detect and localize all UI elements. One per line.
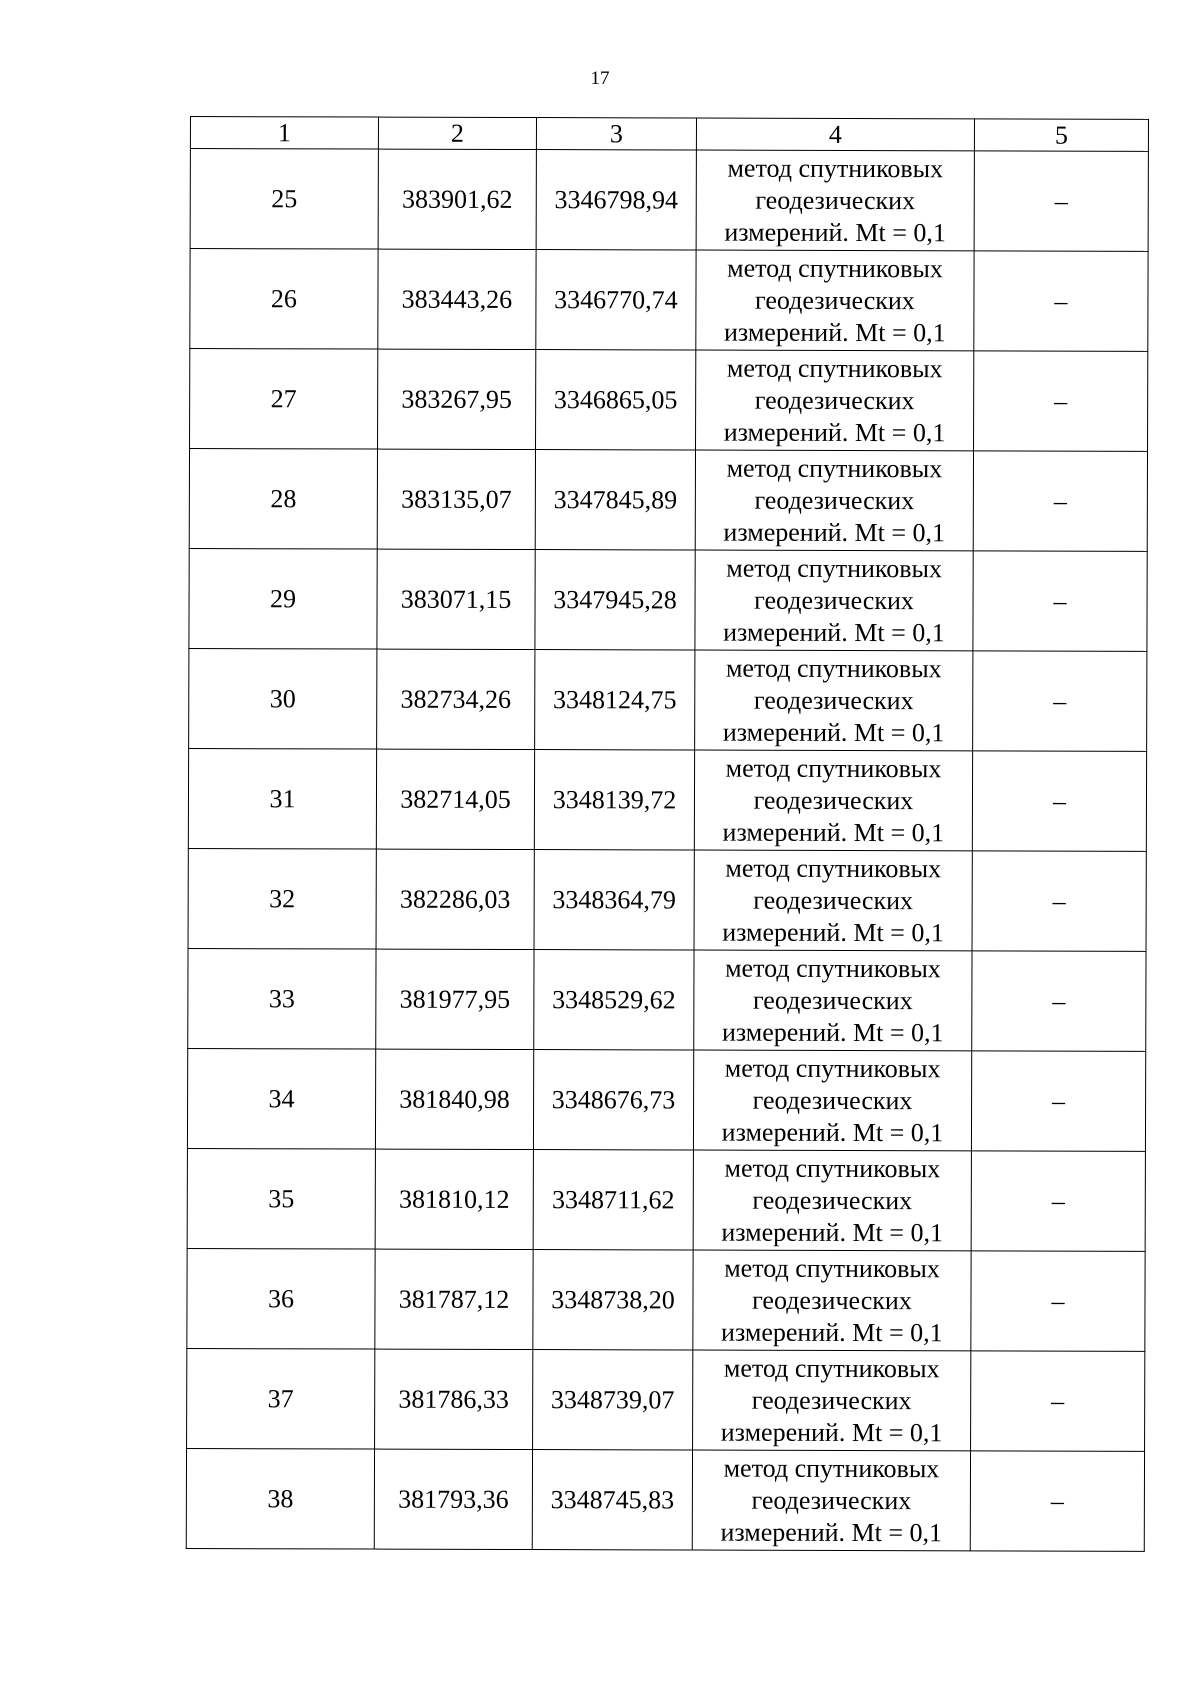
method-line: метод спутниковых	[727, 153, 944, 183]
table-row	[188, 748, 1146, 851]
method-line: метод спутниковых	[725, 953, 941, 983]
table-row	[190, 149, 1148, 252]
note-cell: –	[971, 1151, 1145, 1252]
method-line: измерений. Mt = 0,1	[722, 817, 945, 847]
method-line: геодезических	[753, 685, 914, 715]
point-number-cell: 28	[189, 449, 377, 550]
method-cell	[693, 1050, 971, 1151]
method-line: метод спутниковых	[724, 1253, 940, 1283]
note-cell: –	[971, 1051, 1145, 1152]
note-cell: –	[974, 251, 1148, 352]
note-cell: –	[974, 151, 1148, 252]
note-cell: –	[970, 1451, 1144, 1552]
table-body	[186, 149, 1148, 1552]
y-coordinate-cell: 3348711,62	[533, 1150, 693, 1250]
x-coordinate-cell: 383443,26	[378, 249, 536, 349]
y-coordinate-cell: 3346798,94	[536, 150, 696, 250]
note-cell: –	[972, 951, 1146, 1052]
point-number-cell: 32	[188, 848, 376, 949]
method-line: геодезических	[754, 485, 915, 515]
method-cell	[696, 250, 974, 351]
y-coordinate-cell: 3347845,89	[535, 450, 695, 550]
method-cell	[693, 1250, 971, 1351]
method-line: измерений. Mt = 0,1	[722, 717, 945, 747]
method-line: метод спутниковых	[723, 1453, 940, 1483]
note-cell: –	[973, 651, 1147, 752]
header-col-1: 1	[190, 117, 378, 150]
method-line: метод спутниковых	[727, 253, 943, 283]
note-cell: –	[972, 851, 1146, 952]
point-number-cell: 30	[189, 648, 377, 749]
method-cell	[694, 750, 972, 851]
point-number-cell: 31	[188, 748, 376, 849]
header-row	[190, 117, 1148, 152]
method-cell	[695, 450, 973, 551]
method-line: метод спутниковых	[725, 653, 942, 683]
method-line: измерений. Mt = 0,1	[720, 1417, 943, 1447]
point-number-cell: 38	[186, 1448, 374, 1549]
point-number-cell: 36	[187, 1248, 375, 1349]
coordinates-table	[186, 116, 1149, 1552]
method-line: геодезических	[752, 985, 913, 1015]
table-row	[190, 349, 1148, 452]
point-number-cell: 33	[188, 948, 376, 1049]
y-coordinate-cell: 3348124,75	[535, 650, 695, 750]
note-cell: –	[973, 551, 1147, 652]
table-row	[187, 1248, 1145, 1351]
x-coordinate-cell: 383267,95	[378, 349, 536, 449]
method-cell	[695, 550, 973, 651]
point-number-cell: 34	[187, 1048, 375, 1149]
table-row	[188, 848, 1146, 951]
point-number-cell: 29	[189, 548, 377, 649]
method-cell	[696, 150, 974, 251]
header-col-4: 4	[696, 118, 974, 151]
method-cell	[694, 950, 972, 1051]
x-coordinate-cell: 382734,26	[377, 649, 535, 749]
method-line: метод спутниковых	[724, 1053, 941, 1083]
y-coordinate-cell: 3348676,73	[533, 1050, 693, 1150]
method-line: метод спутниковых	[726, 353, 943, 383]
table-row	[186, 1448, 1144, 1551]
method-cell	[694, 850, 972, 951]
method-line: геодезических	[754, 585, 914, 615]
method-line: измерений. Mt = 0,1	[723, 517, 946, 547]
method-line: измерений. Mt = 0,1	[724, 317, 946, 347]
table-row	[187, 1048, 1145, 1151]
x-coordinate-cell: 382286,03	[376, 849, 534, 949]
x-coordinate-cell: 381840,98	[375, 1049, 533, 1149]
x-coordinate-cell: 381786,33	[375, 1349, 533, 1449]
x-coordinate-cell: 383135,07	[377, 449, 535, 549]
method-line: метод спутниковых	[726, 553, 943, 583]
header-col-2: 2	[378, 117, 536, 149]
method-line: геодезических	[753, 885, 914, 915]
method-line: измерений. Mt = 0,1	[724, 217, 946, 247]
x-coordinate-cell: 381787,12	[375, 1249, 533, 1349]
x-coordinate-cell: 382714,05	[376, 749, 534, 849]
method-line: геодезических	[752, 1285, 912, 1315]
x-coordinate-cell: 383071,15	[377, 549, 535, 649]
method-line: метод спутниковых	[725, 753, 942, 783]
method-line: измерений. Mt = 0,1	[721, 1017, 944, 1047]
x-coordinate-cell: 381977,95	[376, 949, 534, 1049]
header-col-5: 5	[974, 119, 1148, 152]
y-coordinate-cell: 3348139,72	[534, 750, 694, 850]
y-coordinate-cell: 3348529,62	[534, 950, 694, 1050]
method-line: измерений. Mt = 0,1	[723, 617, 945, 647]
point-number-cell: 27	[190, 349, 378, 450]
y-coordinate-cell: 3346865,05	[536, 350, 696, 450]
header-col-3: 3	[536, 118, 696, 150]
y-coordinate-cell: 3346770,74	[536, 250, 696, 350]
method-line: измерений. Mt = 0,1	[722, 917, 944, 947]
method-cell	[696, 350, 974, 451]
method-line: измерений. Mt = 0,1	[723, 417, 946, 447]
method-cell	[693, 1350, 971, 1451]
table-row	[187, 1148, 1145, 1251]
method-line: геодезических	[755, 285, 915, 315]
table-row	[189, 449, 1147, 552]
table-row	[188, 948, 1146, 1051]
point-number-cell: 37	[187, 1348, 375, 1449]
method-line: геодезических	[752, 1185, 913, 1215]
table-row	[189, 648, 1147, 751]
method-line: метод спутниковых	[724, 1153, 941, 1183]
table-header	[190, 117, 1148, 152]
method-line: измерений. Mt = 0,1	[721, 1217, 944, 1247]
method-line: геодезических	[755, 185, 916, 215]
method-line: измерений. Mt = 0,1	[721, 1317, 943, 1347]
table-row	[190, 249, 1148, 352]
note-cell: –	[971, 1251, 1145, 1352]
method-line: метод спутниковых	[726, 453, 943, 483]
y-coordinate-cell: 3348738,20	[533, 1250, 693, 1350]
note-cell: –	[974, 351, 1148, 452]
note-cell: –	[973, 451, 1147, 552]
x-coordinate-cell: 381810,12	[375, 1149, 533, 1249]
method-cell	[695, 650, 973, 751]
point-number-cell: 35	[187, 1148, 375, 1249]
table-row	[189, 548, 1147, 651]
method-line: измерений. Mt = 0,1	[720, 1517, 943, 1547]
x-coordinate-cell: 381793,36	[374, 1449, 532, 1549]
method-line: метод спутниковых	[725, 853, 942, 883]
y-coordinate-cell: 3348739,07	[533, 1350, 693, 1450]
note-cell: –	[971, 1351, 1145, 1452]
method-line: геодезических	[754, 385, 915, 415]
method-line: геодезических	[753, 785, 914, 815]
method-line: геодезических	[751, 1385, 912, 1415]
table-row	[187, 1348, 1145, 1451]
note-cell: –	[972, 751, 1146, 852]
method-line: измерений. Mt = 0,1	[721, 1117, 944, 1147]
method-line: геодезических	[751, 1485, 912, 1515]
method-line: геодезических	[752, 1085, 913, 1115]
page-number: 17	[590, 68, 610, 89]
x-coordinate-cell: 383901,62	[378, 149, 536, 249]
y-coordinate-cell: 3348364,79	[534, 850, 694, 950]
method-line: метод спутниковых	[723, 1353, 940, 1383]
method-cell	[692, 1450, 970, 1551]
point-number-cell: 26	[190, 249, 378, 350]
point-number-cell: 25	[190, 149, 378, 250]
y-coordinate-cell: 3348745,83	[532, 1450, 692, 1550]
y-coordinate-cell: 3347945,28	[535, 550, 695, 650]
method-cell	[693, 1150, 971, 1251]
